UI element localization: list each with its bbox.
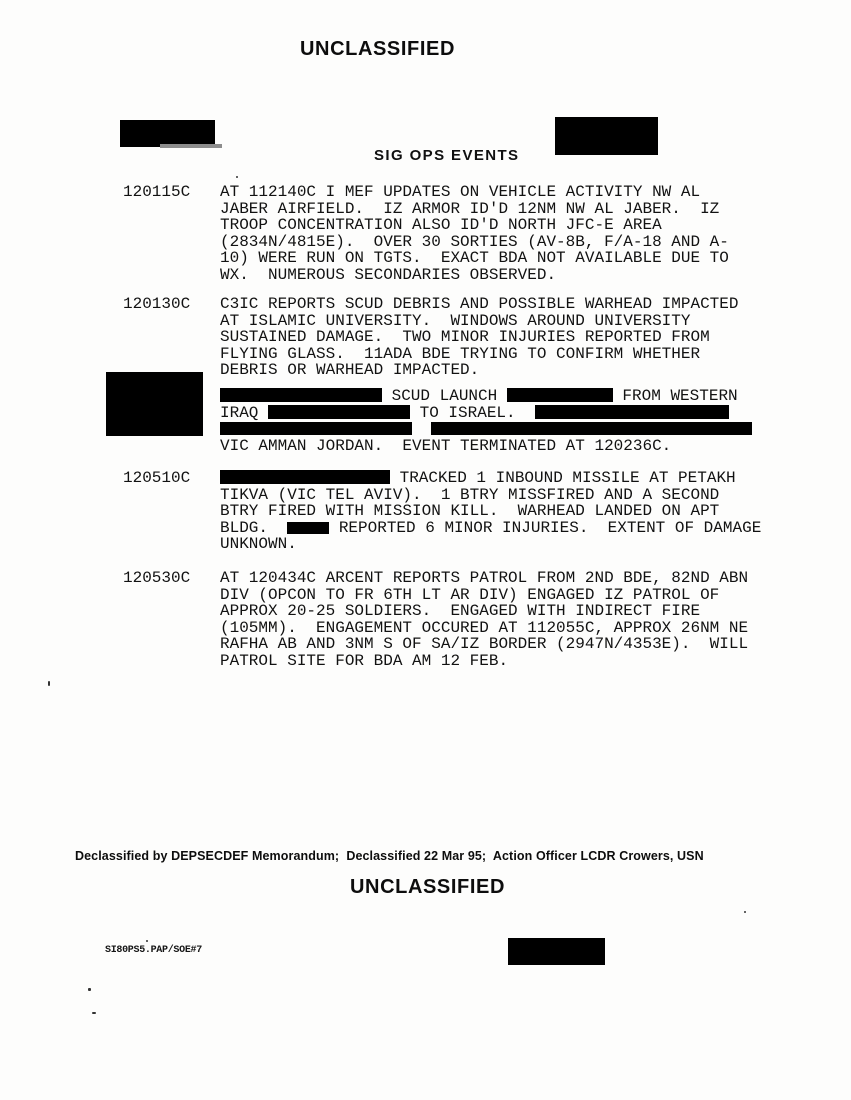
entry-line — [220, 636, 780, 653]
redaction-box-top-left-tail — [160, 144, 222, 148]
entry-timestamp: 120510C — [123, 469, 191, 487]
entry-line — [220, 217, 780, 234]
scan-speck — [48, 681, 50, 686]
entry-line — [220, 487, 780, 504]
entry-text: FROM WESTERN — [612, 387, 738, 405]
page-title: SIG OPS EVENTS — [374, 147, 520, 164]
entry-text: C3IC REPORTS SCUD DEBRIS AND POSSIBLE WARHEAD IMPACTED — [220, 295, 739, 313]
footer-classification: UNCLASSIFIED — [350, 876, 505, 898]
entry-line — [220, 587, 780, 604]
entry-text: PATROL SITE FOR BDA AM 12 FEB. — [220, 651, 509, 670]
entry-text: SUSTAINED DAMAGE. TWO MINOR INJURIES REPORTED FROM — [220, 328, 710, 346]
redaction-box-top-left — [120, 120, 215, 147]
entry-text: TRACKED 1 INBOUND MISSILE AT PETAKH — [390, 469, 736, 487]
entry-timestamp: 120130C — [123, 295, 191, 313]
entry-line — [220, 346, 780, 363]
entry-text: BLDG. — [220, 518, 288, 537]
entry-body — [220, 388, 780, 454]
entry-text: APPROX 20-25 SOLDIERS. ENGAGED WITH INDIRECT FIRE — [220, 602, 701, 620]
entry-line — [220, 503, 780, 520]
entry-body — [220, 570, 780, 669]
entry-line — [220, 421, 780, 438]
entry-text: SCUD LAUNCH — [382, 387, 507, 405]
redaction-bar — [220, 422, 412, 435]
redaction-bar — [287, 522, 329, 534]
scan-speck — [744, 911, 746, 913]
redaction-bar — [220, 388, 382, 402]
entry-line — [220, 234, 780, 251]
entry-line — [220, 653, 780, 670]
entry-line — [220, 570, 780, 587]
entry-line — [220, 536, 780, 553]
scan-speck — [236, 176, 238, 178]
entry-line — [220, 313, 780, 330]
entry-timestamp: 120530C — [123, 569, 191, 587]
entry-line — [220, 329, 780, 346]
scan-speck — [146, 940, 148, 942]
entry-line — [220, 184, 780, 201]
entry-text: (105MM). ENGAGEMENT OCCURED AT 112055C, APPROX 26NM NE — [220, 618, 749, 637]
entry-text: AT 112140C I MEF UPDATES ON VEHICLE ACTIVITY NW AL — [220, 183, 701, 201]
entry-text: AT ISLAMIC UNIVERSITY. WINDOWS AROUND UNIVERSITY — [220, 311, 691, 330]
entry-line — [220, 201, 780, 218]
entry-text: IRAQ — [220, 403, 269, 422]
entry-text: DIV (OPCON TO FR 6TH LT AR DIV) ENGAGED IZ PATROL OF — [220, 585, 720, 604]
entry-line — [220, 603, 780, 620]
entry-line — [220, 405, 780, 422]
entry-text: DEBRIS OR WARHEAD IMPACTED. — [220, 361, 480, 379]
entry-body — [220, 470, 780, 553]
document-ref: SI80PS5.PAP/SOE#7 — [105, 945, 202, 956]
entry-text: RAFHA AB AND 3NM S OF SA/IZ BORDER (2947N/4353E). WILL — [220, 635, 749, 653]
entry-text: (2834N/4815E). OVER 30 SORTIES (AV-8B, F/A-18 AND A- — [220, 232, 729, 251]
entry-line — [220, 362, 780, 379]
entry-line — [220, 388, 780, 405]
entry-body — [220, 296, 780, 379]
redaction-box-paragraph-left — [106, 372, 203, 436]
declassification-note: Declassified by DEPSECDEF Memorandum; Declassified 22 Mar 95; Action Officer LCDR Crowers, USN — [75, 849, 704, 863]
entry-line — [220, 620, 780, 637]
entry-line — [220, 296, 780, 313]
redaction-box-bottom — [508, 938, 605, 965]
redaction-bar — [431, 422, 752, 435]
redaction-bar — [535, 405, 729, 419]
entry-text: BTRY FIRED WITH MISSION KILL. WARHEAD LANDED ON APT — [220, 502, 720, 520]
entry-line — [220, 438, 780, 455]
entry-text: WX. NUMEROUS SECONDARIES OBSERVED. — [220, 265, 557, 284]
entry-text: JABER AIRFIELD. IZ ARMOR ID'D 12NM NW AL JABER. IZ — [220, 199, 720, 218]
entry-timestamp: 120115C — [123, 183, 191, 201]
entry-line — [220, 470, 780, 487]
entry-text: TO ISRAEL. — [410, 403, 535, 422]
redaction-bar — [268, 405, 410, 419]
entry-line — [220, 520, 780, 537]
redaction-bar — [507, 388, 613, 402]
entry-text: VIC AMMAN JORDAN. EVENT TERMINATED AT 120236C. — [220, 436, 672, 455]
entry-line — [220, 250, 780, 267]
entry-text: TROOP CONCENTRATION ALSO ID'D NORTH JFC-E AREA — [220, 216, 662, 234]
entry-text: TIKVA (VIC TEL AVIV). 1 BTRY MISSFIRED AND A SECOND — [220, 485, 720, 504]
scan-speck — [88, 988, 91, 991]
entry-text: FLYING GLASS. 11ADA BDE TRYING TO CONFIRM WHETHER — [220, 344, 701, 363]
entry-text — [412, 420, 431, 438]
redaction-box-top-right — [555, 117, 658, 155]
entry-body — [220, 184, 780, 283]
entry-text: REPORTED 6 MINOR INJURIES. EXTENT OF DAMAGE — [329, 518, 762, 537]
scan-speck — [92, 1012, 96, 1014]
entry-text: 10) WERE RUN ON TGTS. EXACT BDA NOT AVAILABLE DUE TO — [220, 249, 729, 267]
entry-text: AT 120434C ARCENT REPORTS PATROL FROM 2ND BDE, 82ND ABN — [220, 569, 749, 587]
entry-line — [220, 267, 780, 284]
header-classification: UNCLASSIFIED — [300, 38, 455, 60]
entry-text: UNKNOWN. — [220, 535, 297, 553]
redaction-bar — [220, 470, 390, 484]
